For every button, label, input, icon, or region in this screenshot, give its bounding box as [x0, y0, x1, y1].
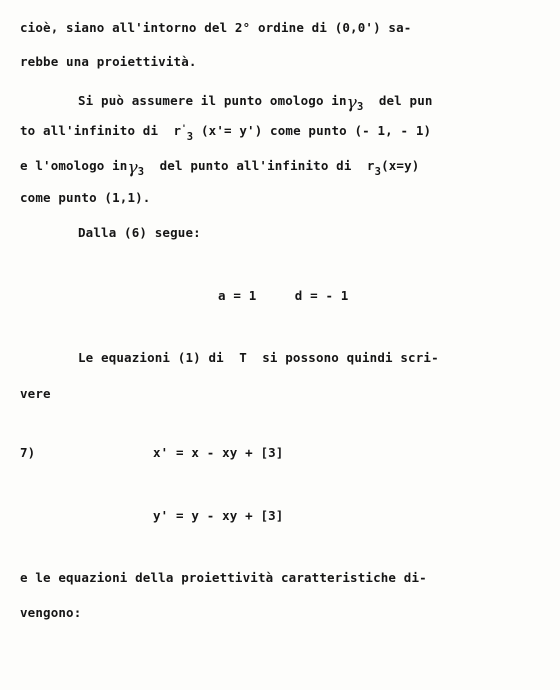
gamma-symbol-2: γ — [127, 158, 138, 178]
r3-prime-symbol: $r'_3$ — [173, 123, 194, 143]
text-line-3-start: Si può assumere il punto omologo in — [78, 93, 347, 108]
text-line-14: e le equazioni della proiettività caratteristiche di- — [20, 570, 427, 585]
text-line-3 — [78, 90, 433, 113]
text-line-7: Dalla (6) segue: — [78, 225, 201, 240]
text-line-3-end: del pun — [378, 93, 433, 108]
equation-x-prime: x' = x - xy + [3] — [153, 445, 284, 460]
text-line-10: vere — [20, 386, 51, 401]
text-line-9: Le equazioni (1) di T si possono quindi scri- — [78, 350, 439, 365]
equation-y-prime: y' = y - xy + [3] — [153, 508, 284, 523]
text-line-15: vengono: — [20, 605, 82, 620]
r3-symbol: $r_3$ — [366, 158, 382, 178]
text-line-4-start: to all'infinito di — [20, 123, 159, 138]
text-line-5-end: (x=y) — [381, 158, 420, 173]
gamma-subscript-2: 3 — [137, 166, 145, 178]
text-line-2: rebbe una proiettività. — [20, 54, 197, 69]
gamma-symbol: γ — [346, 93, 357, 113]
text-line-5-start: e l'omologo in — [20, 158, 128, 173]
text-line-4-end: (x'= y') come punto (- 1, - 1) — [200, 123, 432, 138]
equation-a-d: a = 1 d = - 1 — [218, 288, 349, 303]
text-line-4 — [20, 123, 432, 143]
text-line-5-mid: del punto all'infinito di — [159, 158, 352, 173]
text-line-6: come punto (1,1). — [20, 190, 151, 205]
equation-number: 7) — [20, 445, 36, 460]
text-line-1: cioè, siano all'intorno del 2° ordine di (0,0') sa- — [20, 20, 412, 35]
text-line-5 — [20, 155, 420, 178]
gamma-subscript: 3 — [356, 101, 364, 113]
